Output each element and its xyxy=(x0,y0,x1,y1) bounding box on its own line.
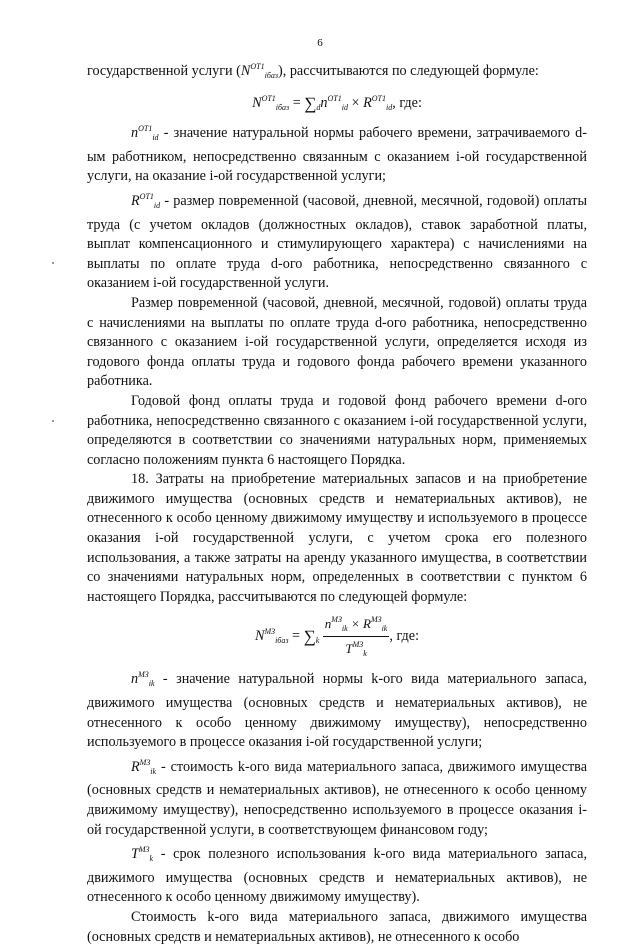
paragraph-cost: Стоимость k-ого вида материального запаса, движимого имущества (основных средств и нематериальных активов), не отнесенного к особо xyxy=(87,908,587,945)
definition-r-ot1: $R^{ОТ1}_{id}$ - размер повременной (часовой, дневной, месячной, годовой) оплаты труда (с учетом окладов (должностных окладов), ставок заработной платы, выплат компенсационного и стимулирующего характера) с начислениями на выплаты по оплате труда d-ого работника, непосредственно связанного с оказанием i-ой государственной услуги. xyxy=(87,191,587,292)
paragraph-wage-size: Размер повременной (часовой, дневной, месячной, годовой) оплаты труда с начислениями на выплаты по оплате труда d-ого работника, непосредственно связанного с оказанием i-ой государственной услуги, определяется исходя из годового фонда оплаты труда и годового фонда рабочего времени указанного работника. xyxy=(87,294,587,390)
definition-r-mz: $R^{МЗ}_{ik}$ - стоимость k-ого вида материального запаса, движимого имущества (основных средств и нематериальных активов), не отнесенного к особо ценному движимому имуществу), непосредственно используемого в процессе оказания i-ой государственной услуги, в соответствующем финансовом году; xyxy=(87,757,587,838)
symbol-r-ot1: $R^{ОТ1}_{id}$ xyxy=(131,191,161,210)
paragraph-18: 18. Затраты на приобретение материальных запасов и на приобретение движимого имущества (основных средств и нематериальных активов), не отнесенного к особо ценному движимому имуществу и используемого в процессе оказания i-ой государственной услуги, с учетом срока его полезного использования, а также затраты на аренду указанного имущества, в соответствии со значениями натуральных норм, определенных в соответствии с пунктом 6 настоящего Порядка, рассчитываются по следующей формуле: xyxy=(87,471,587,605)
formula-tail: , где: xyxy=(389,628,420,645)
symbol-N-ot1: $N^{ОТ1}_{iбаз}$ xyxy=(240,62,278,80)
intro-text-end: ), рассчитываются по следующей формуле: xyxy=(278,63,539,79)
intro-line xyxy=(87,57,587,86)
formula-materials: $N^{МЗ}_{iбаз} = \sum_k$ $\frac{n^{МЗ}_{ik} \times R^{МЗ}_{ik}}{T^{МЗ}_k}$ , где: xyxy=(87,612,587,661)
intro-text: государственной услуги ( xyxy=(87,63,241,79)
scan-mark xyxy=(52,262,54,264)
definition-n-ot1: $n^{ОТ1}_{id}$ - значение натуральной нормы рабочего времени, затрачиваемого d-ым работником, непосредственно связанным с оказанием i-ой государственной услуги, на оказание i-ой государственной услуги; xyxy=(87,124,587,185)
scan-mark xyxy=(52,420,54,422)
formula-tail: , где: xyxy=(392,94,422,111)
page-number: 6 xyxy=(317,37,323,49)
document-body xyxy=(87,57,587,947)
symbol-n-ot1: $n^{ОТ1}_{id}$ xyxy=(131,124,159,143)
symbol-n-mz: $n^{МЗ}_{ik}$ xyxy=(131,670,155,689)
symbol-r-mz: $R^{МЗ}_{ik}$ xyxy=(131,757,157,776)
definition-t-mz: $T^{МЗ}_k$ - срок полезного использования k-ого вида материального запаса, движимого имущества (основных средств и нематериальных активов), не отнесенного к особо ценному движимому имуществу). xyxy=(87,845,587,906)
definition-n-mz: $n^{МЗ}_{ik}$ - значение натуральной нормы k-ого вида материального запаса, движимого имущества (основных средств и нематериальных активов), не отнесенного к особо ценному движимому имуществу), непосредственно используемого в процессе оказания i-ой государственной услуги; xyxy=(87,670,587,751)
formula-labor: $N^{ОТ1}_{iбаз} = \sum_dn^{ОТ1}_{id} \times R^{ОТ1}_{id}$, где: xyxy=(252,93,422,113)
fraction: $\frac{n^{МЗ}_{ik} \times R^{МЗ}_{ik}}{T^{МЗ}_k}$ xyxy=(323,612,390,661)
symbol-t-mz: $T^{МЗ}_k$ xyxy=(131,845,154,864)
paragraph-annual-fund: Годовой фонд оплаты труда и годовой фонд рабочего времени d-ого работника, непосредственно связанного с оказанием i-ой государственной услуги, определяются в соответствии со значениями натуральных норм, применяемых согласно положениям пункта 6 настоящего Порядка. xyxy=(87,392,587,468)
